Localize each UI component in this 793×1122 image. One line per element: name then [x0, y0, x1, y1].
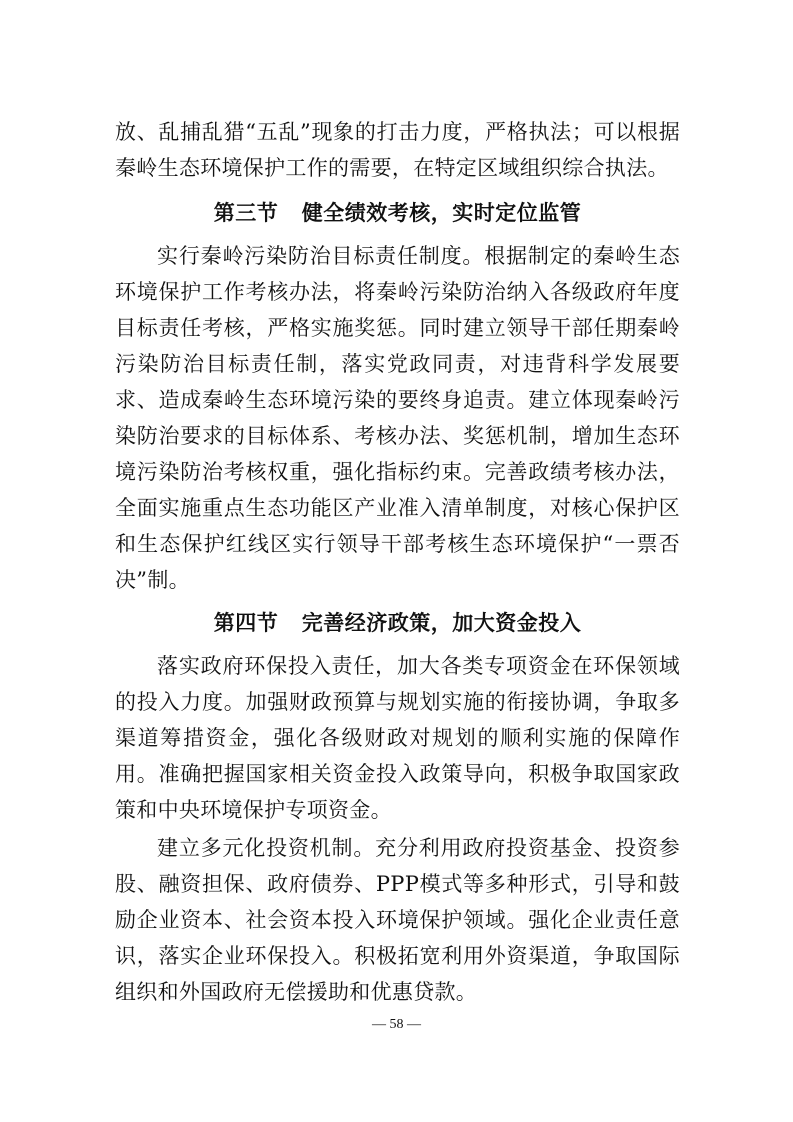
section-3-title: 健全绩效考核，实时定位监管 — [301, 201, 582, 225]
section-4-heading — [115, 605, 680, 641]
paragraph-performance-assessment: 实行秦岭污染防治目标责任制度。根据制定的秦岭生态环境保护工作考核办法，将秦岭污染防治纳入各级政府年度目标责任考核，严格实施奖惩。同时建立领导干部任期秦岭污染防治目标责任制，落实党政同责，对违背科学发展要求、造成秦岭生态环境污染的要终身追责。建立体现秦岭污染防治要求的目标体系、考核办法、奖惩机制，增加生态环境污染防治考核权重，强化指标约束。完善政绩考核办法，全面实施重点生态功能区产业准入清单制度，对核心保护区和生态保护红线区实行领导干部考核生态环境保护“一票否决”制。 — [115, 244, 680, 592]
section-3-number: 第三节 — [213, 201, 279, 225]
paragraph-investment-mechanism: 建立多元化投资机制。充分利用政府投资基金、投资参股、融资担保、政府债券、PPP模式等多种形式，引导和鼓励企业资本、社会资本投入环境保护领域。强化企业责任意识，落实企业环保投入。积极拓宽利用外资渠道，争取国际组织和外国政府无偿援助和优惠贷款。 — [115, 836, 680, 1004]
paragraph-continued: 放、乱捕乱猎“五乱”现象的打击力度，严格执法；可以根据秦岭生态环境保护工作的需要，在特定区域组织综合执法。 — [115, 120, 680, 180]
section-4-title: 完善经济政策，加大资金投入 — [301, 611, 582, 635]
page-number: — 58 — — [372, 1017, 421, 1032]
paragraph-funding-responsibility: 落实政府环保投入责任，加大各类专项资金在环保领域的投入力度。加强财政预算与规划实施的衔接协调，争取多渠道筹措资金，强化各级财政对规划的顺利实施的保障作用。准确把握国家相关资金投入政策导向，积极争取国家政策和中央环境保护专项资金。 — [115, 654, 680, 822]
section-4-number: 第四节 — [213, 611, 279, 635]
section-3-heading — [115, 195, 680, 231]
document-body — [115, 114, 680, 1010]
